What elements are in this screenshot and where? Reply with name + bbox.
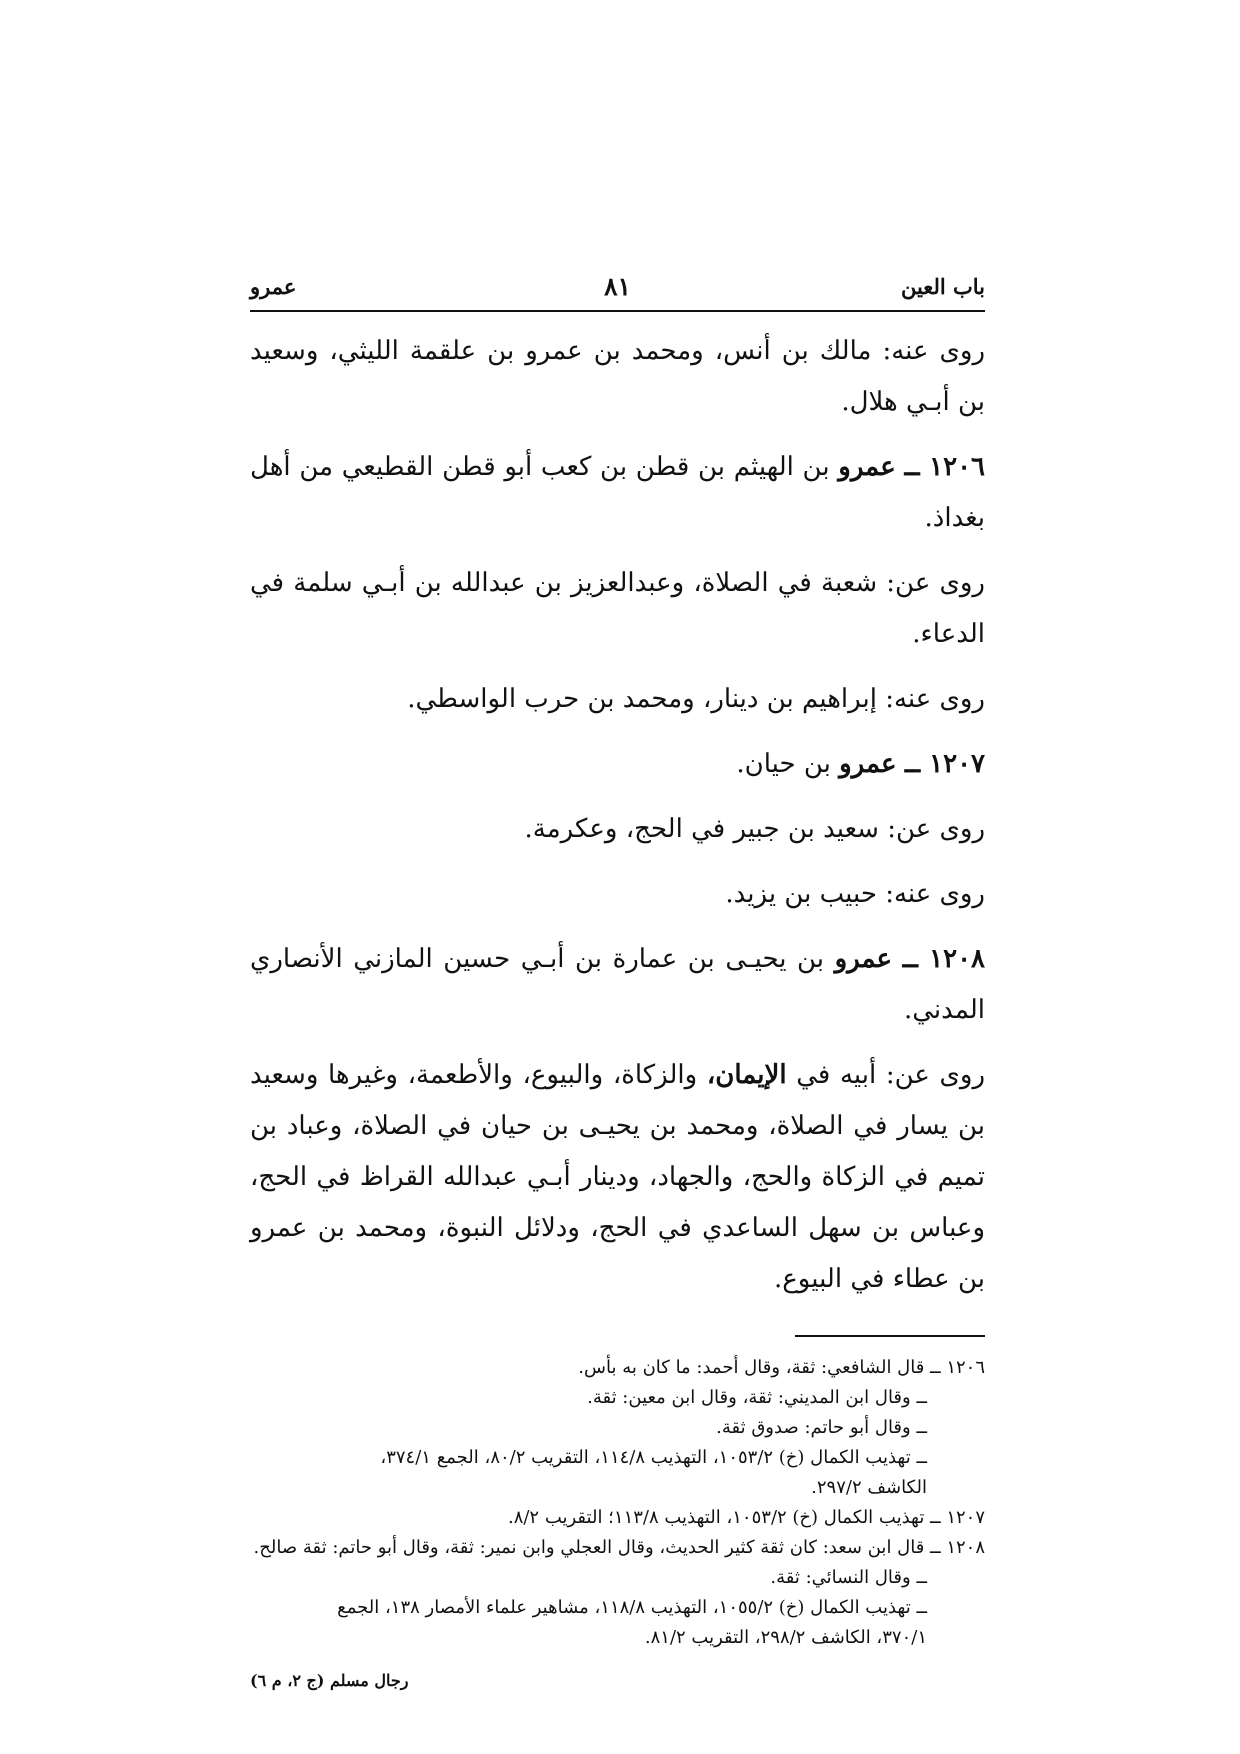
page-number: ٨١ xyxy=(604,272,631,301)
book-page xyxy=(250,270,985,1690)
footnote-line: ١٢٠٧ ــ تهذيب الكمال (خ) ١٠٥٣/٢، التهذيب ١١٣/٨؛ التقريب ٨/٢. xyxy=(507,1507,985,1528)
narrators-from-paragraph: روى عنه: إبراهيم بن دينار، ومحمد بن حرب الواسطي. xyxy=(407,684,985,714)
entry-number: ١٢٠٨ ــ xyxy=(902,944,985,974)
entry-1208 xyxy=(250,934,985,1036)
footnote-line: ــ وقال ابن المديني: ثقة، وقال ابن معين: ثقة. xyxy=(587,1387,927,1408)
entry-1206 xyxy=(250,442,985,544)
footnote-line: ٣٧٠/١، الكاشف ٢٩٨/٢، التقريب ٨١/٢. xyxy=(644,1627,927,1648)
entry-1207 xyxy=(250,739,985,790)
narrated-from-paragraph: روى عن: سعيد بن جبير في الحج، وعكرمة. xyxy=(524,814,985,844)
footnote-line: ــ وقال النسائي: ثقة. xyxy=(770,1567,927,1588)
running-name: عمرو xyxy=(250,274,297,299)
running-header xyxy=(250,270,985,312)
narrators-from-paragraph: روى عنه: حبيب بن يزيد. xyxy=(725,879,985,909)
entry-description: بن يحيـى بن عمارة بن أبـي حسين المازني الأنصاري المدني. xyxy=(250,944,985,1025)
entry-description: بن الهيثم بن قطن بن كعب أبو قطن القطيعي من أهل بغداذ. xyxy=(250,452,985,533)
entry-name: عمرو xyxy=(834,944,893,974)
main-text xyxy=(250,312,985,1305)
narrators-from-paragraph: روى عنه: مالك بن أنس، ومحمد بن عمرو بن علقمة الليثي، وسعيد بن أبـي هلال. xyxy=(250,336,985,417)
signature-line: رجال مسلم (ج ٢، م ٦) xyxy=(250,1671,409,1690)
footnote-line: ــ تهذيب الكمال (خ) ١٠٥٣/٢، التهذيب ١١٤/٨، التقريب ٨٠/٢، الجمع ٣٧٤/١، xyxy=(380,1447,927,1468)
entry-name: عمرو xyxy=(839,749,897,779)
text-before: روى عن: أبيه في xyxy=(786,1060,985,1090)
bold-word: الإيمان، xyxy=(706,1060,787,1090)
text-after: والزكاة، والبيوع، والأطعمة، وغيرها وسعيد بن يسار في الصلاة، ومحمد بن يحيـى بن حيان في الصلاة، وعباد بن تميم في الزكاة والحج، والجهاد، ودينار أبـي عبدالله القراظ في الحج، وعباس بن سهل الساعدي في الحج، ودلائل النبوة، ومحمد بن عمرو بن عطاء في البيوع. xyxy=(250,1060,985,1294)
entry-number: ١٢٠٦ ــ xyxy=(904,452,986,482)
chapter-title: باب العين xyxy=(900,274,985,299)
footnote-line: ١٢٠٨ ــ قال ابن سعد: كان ثقة كثير الحديث، وقال العجلي وابن نمير: ثقة، وقال أبو حاتم: ثقة صالح. xyxy=(253,1537,985,1558)
entry-name: عمرو xyxy=(838,452,896,482)
narrated-from-paragraph xyxy=(250,1050,985,1305)
footnote-line: الكاشف ٢٩٧/٢. xyxy=(811,1477,927,1498)
entry-description: بن حيان. xyxy=(736,749,840,779)
footnotes xyxy=(250,1337,985,1653)
narrated-from-paragraph: روى عن: شعبة في الصلاة، وعبدالعزيز بن عبدالله بن أبـي سلمة في الدعاء. xyxy=(250,568,985,649)
entry-number: ١٢٠٧ ــ xyxy=(904,749,985,779)
footnote-line: ــ تهذيب الكمال (خ) ١٠٥٥/٢، التهذيب ١١٨/٨، مشاهير علماء الأمصار ١٣٨، الجمع xyxy=(337,1597,927,1618)
footnote-line: ١٢٠٦ ــ قال الشافعي: ثقة، وقال أحمد: ما كان به بأس. xyxy=(578,1357,985,1378)
footnote-line: ــ وقال أبو حاتم: صدوق ثقة. xyxy=(716,1417,927,1438)
